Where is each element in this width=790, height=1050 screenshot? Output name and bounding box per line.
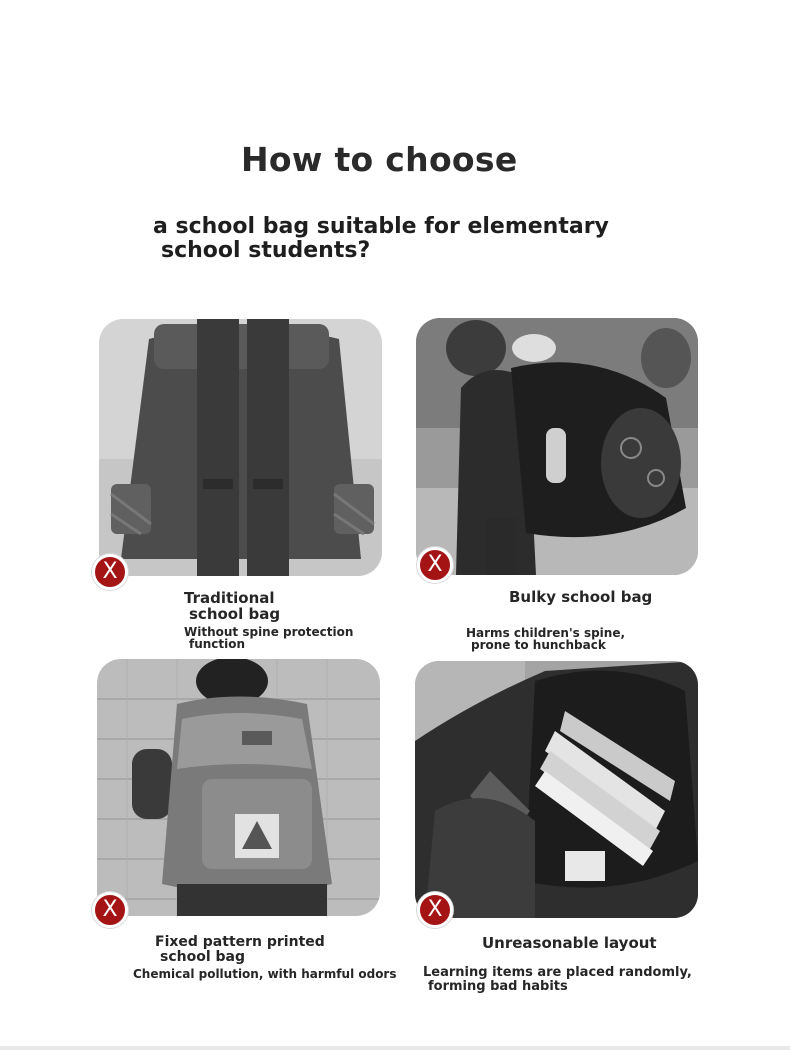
card-description xyxy=(184,626,353,650)
card-title xyxy=(155,935,325,965)
card-desc-line-2: forming bad habits xyxy=(428,979,568,994)
x-mark-icon: X xyxy=(417,892,453,928)
card-title-line-1: Unreasonable layout xyxy=(482,934,657,952)
x-mark-icon: X xyxy=(92,892,128,928)
card-desc-line-1: Harms children's spine, xyxy=(466,626,626,640)
page-title: How to choose xyxy=(241,140,518,179)
child-with-bulky-backpack-photo xyxy=(416,318,698,575)
card-desc-line-1: Chemical pollution, with harmful odors xyxy=(133,967,397,981)
subtitle-line-1: a school bag suitable for elementary xyxy=(153,214,609,239)
card-title-line-2: school bag xyxy=(189,605,281,623)
x-mark-icon: X xyxy=(92,554,128,590)
card-description xyxy=(133,968,397,980)
card-title-line-1: Bulky school bag xyxy=(509,588,653,606)
card-title-line-1: Fixed pattern printed xyxy=(155,934,325,950)
page-subtitle xyxy=(153,215,673,263)
child-with-printed-backpack-photo xyxy=(97,659,380,916)
x-mark-icon: X xyxy=(417,547,453,583)
bottom-divider xyxy=(0,1046,790,1050)
card-description xyxy=(466,627,625,651)
card-title xyxy=(184,590,280,622)
card-title-line-2: school bag xyxy=(160,949,245,965)
messy-open-backpack-photo xyxy=(415,661,698,918)
subtitle-line-2: school students? xyxy=(161,238,371,263)
card-title-line-1: Traditional xyxy=(184,589,275,607)
card-description xyxy=(423,966,692,994)
card-desc-line-1: Learning items are placed randomly, xyxy=(423,965,692,980)
card-title xyxy=(509,589,652,605)
card-title xyxy=(482,935,657,951)
traditional-backpack-photo xyxy=(99,319,382,576)
card-desc-line-2: prone to hunchback xyxy=(471,638,606,652)
card-desc-line-1: Without spine protection xyxy=(184,625,354,639)
card-desc-line-2: function xyxy=(189,637,246,651)
